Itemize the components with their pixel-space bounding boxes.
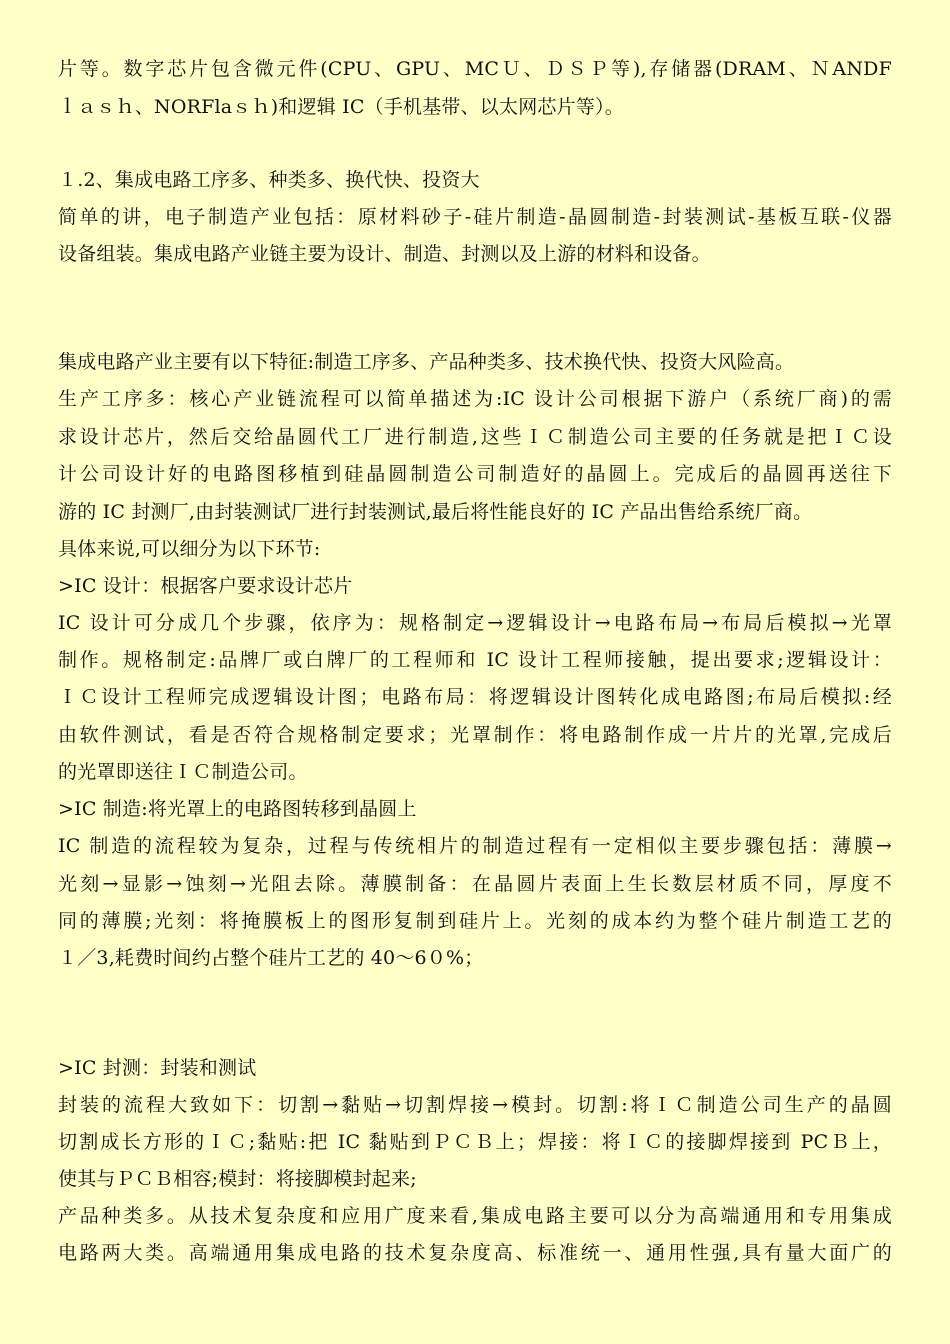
text-line: 的光罩即送往ＩＣ制造公司。 [58,761,308,783]
text-line: １／3,耗费时间约占整个硅片工艺的 40～6０%； [58,947,484,969]
subsection-heading: >IC 封测：封装和测试 [58,1057,257,1079]
text-line: 光刻→显影→蚀刻→光阻去除。薄膜制备：在晶圆片表面上生长数层材质不同，厚度不 [58,873,892,895]
text-line: 切割成长方形的ＩＣ;黏贴:把 IC 黏贴到ＰＣＢ上；焊接：将ＩＣ的接脚焊接到 PCＢ上， [58,1131,892,1153]
text-line: 求设计芯片，然后交给晶圆代工厂进行制造,这些ＩＣ制造公司主要的任务就是把ＩＣ设 [58,426,892,448]
section-heading: １.2、集成电路工序多、种类多、换代快、投资大 [58,169,480,191]
text-line: IC 制造的流程较为复杂，过程与传统相片的制造过程有一定相似主要步骤包括：薄膜→ [58,835,892,857]
text-line: 简单的讲，电子制造产业包括：原材料砂子-硅片制造-晶圆制造-封装测试-基板互联-仪器 [58,206,892,228]
text-line: 产品种类多。从技术复杂度和应用广度来看,集成电路主要可以分为高端通用和专用集成 [58,1205,892,1227]
text-line: 电路两大类。高端通用集成电路的技术复杂度高、标准统一、通用性强,具有量大面广的 [58,1242,892,1264]
text-line: 使其与ＰＣＢ相容;模封：将接脚模封起来; [58,1168,417,1190]
text-line: 生产工序多：核心产业链流程可以简单描述为:IC 设计公司根据下游户（系统厂商)的需 [58,388,892,410]
text-line: 封装的流程大致如下：切割→黏贴→切割焊接→模封。切割:将ＩＣ制造公司生产的晶圆 [58,1094,892,1116]
text-line: 具体来说,可以细分为以下环节: [58,538,321,560]
text-line: ｌａｓｈ、NORFlaｓｈ)和逻辑 IC（手机基带、以太网芯片等）。 [58,96,624,118]
text-line: IC 设计可分成几个步骤，依序为：规格制定→逻辑设计→电路布局→布局后模拟→光罩 [58,612,892,634]
text-line: 片等。数字芯片包含微元件(CPU、GPU、MCＵ、ＤＳＰ等),存储器(DRAM、ＮANDF [58,58,892,80]
text-line: 由软件测试，看是否符合规格制定要求；光罩制作：将电路制作成一片片的光罩,完成后 [58,724,892,746]
text-line: 集成电路产业主要有以下特征:制造工序多、产品种类多、技术换代快、投资大风险高。 [58,351,795,373]
text-line: 游的 IC 封测厂,由封装测试厂进行封装测试,最后将性能良好的 IC 产品出售给系统厂商。 [58,501,813,523]
subsection-heading: >IC 设计：根据客户要求设计芯片 [58,575,353,597]
subsection-heading: >IC 制造:将光罩上的电路图转移到晶圆上 [58,798,417,820]
text-line: 制作。规格制定:品牌厂或白牌厂的工程师和 IC 设计工程师接触，提出要求;逻辑设计： [58,649,892,671]
text-line: ＩＣ设计工程师完成逻辑设计图；电路布局：将逻辑设计图转化成电路图;布局后模拟:经 [58,686,892,708]
text-line: 同的薄膜;光刻：将掩膜板上的图形复制到硅片上。光刻的成本约为整个硅片制造工艺的 [58,910,892,932]
text-line: 计公司设计好的电路图移植到硅晶圆制造公司制造好的晶圆上。完成后的晶圆再送往下 [58,463,892,485]
text-line: 设备组装。集成电路产业链主要为设计、制造、封测以及上游的材料和设备。 [58,243,711,265]
